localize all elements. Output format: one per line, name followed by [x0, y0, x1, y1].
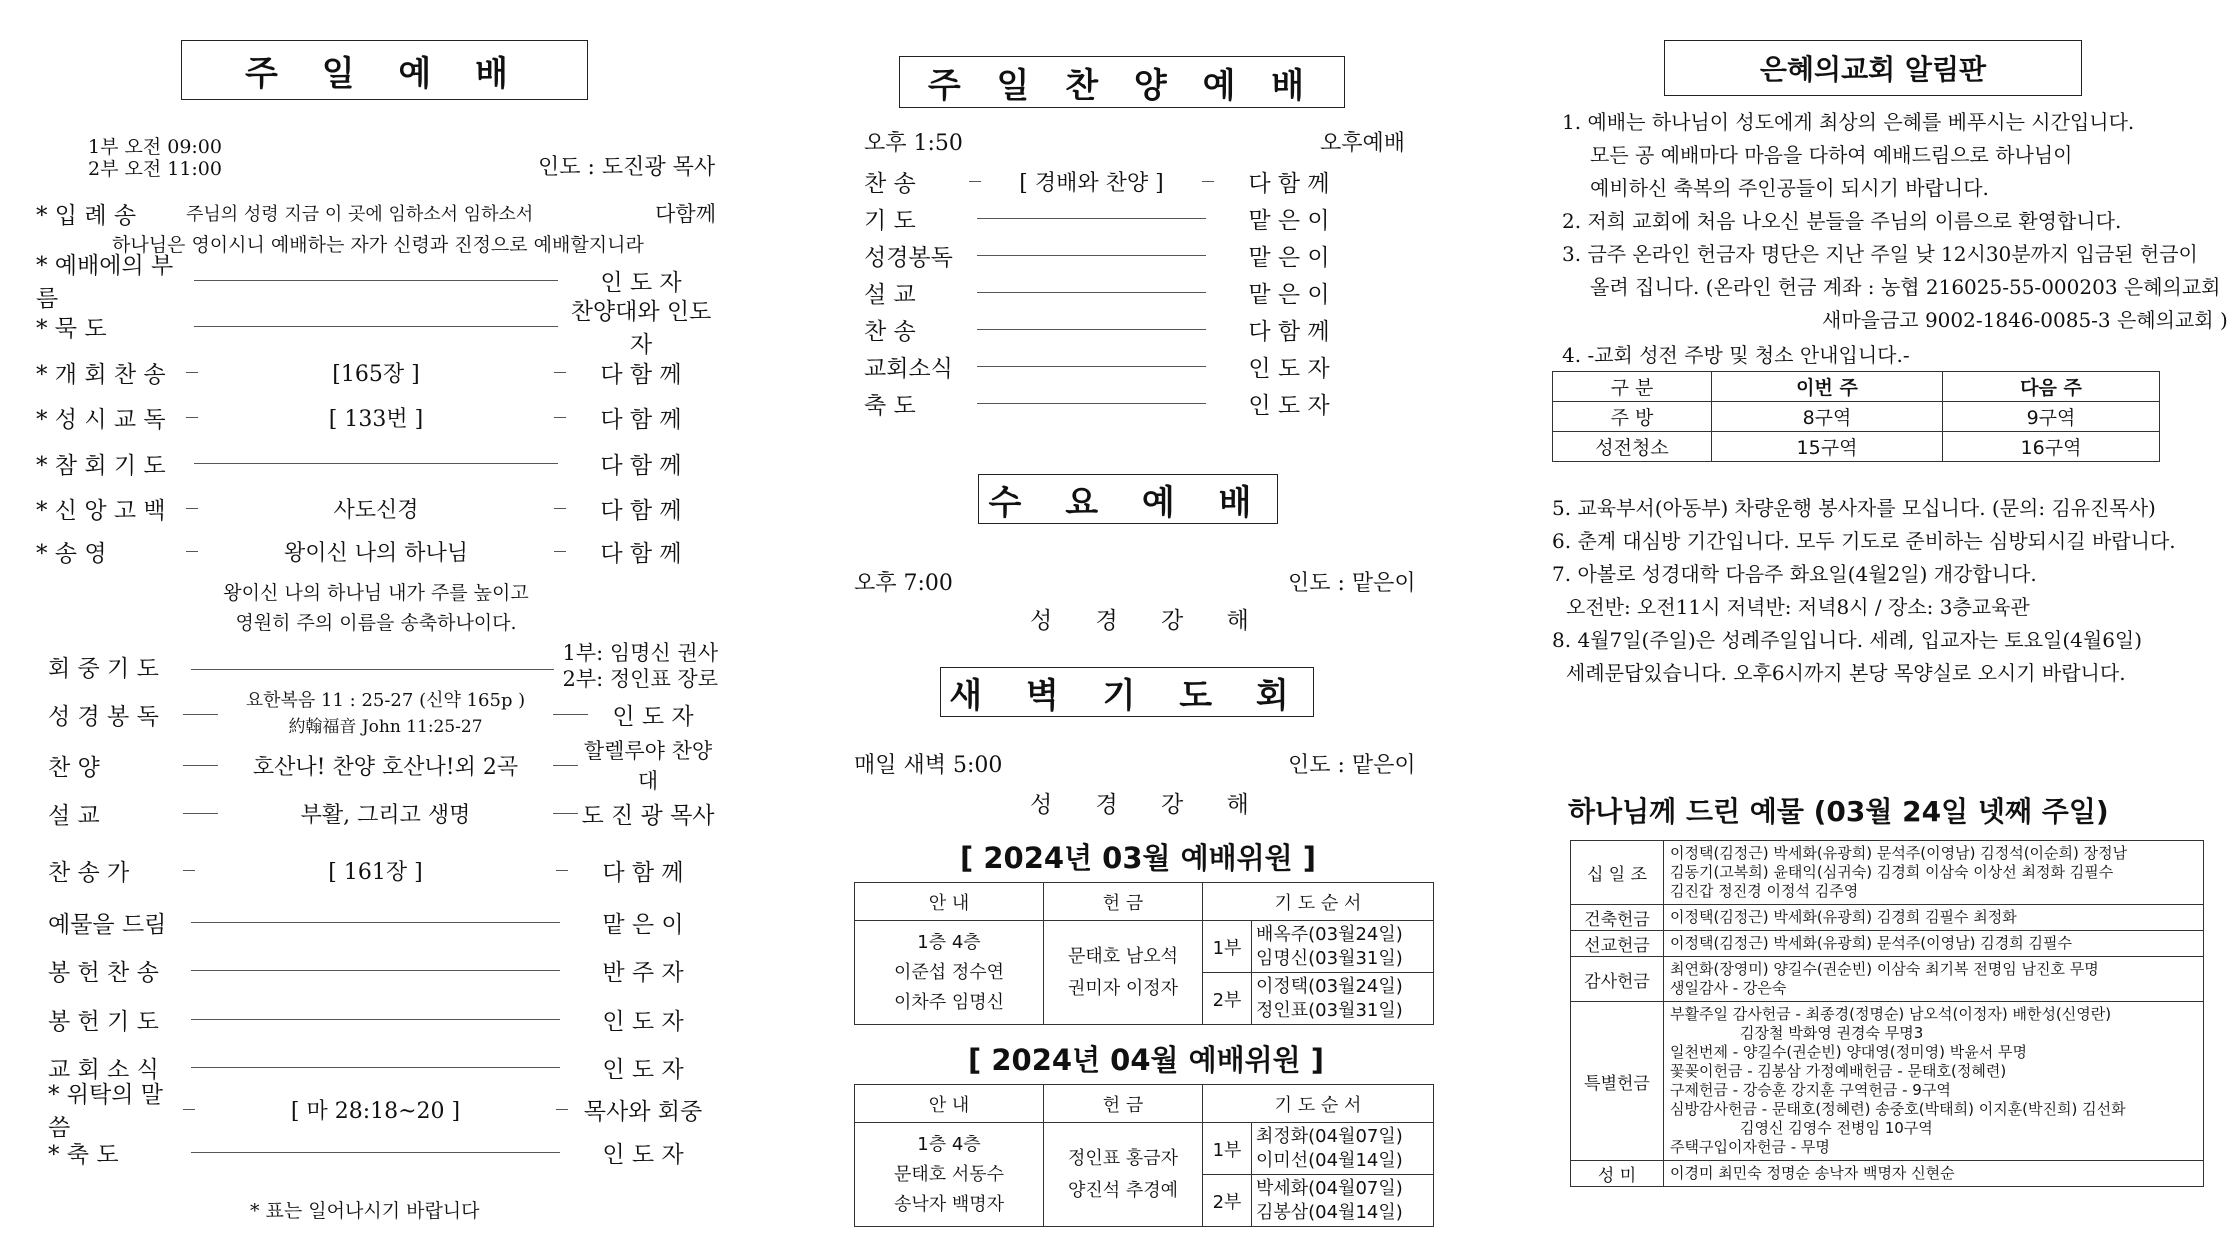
order-row-choir — [48, 739, 718, 793]
prayer-names-1 — [1252, 921, 1434, 973]
march-committee-table — [854, 882, 1434, 1025]
order-label: * 위탁의 말씀 — [48, 1082, 163, 1141]
april-committee-table — [854, 1084, 1434, 1227]
notice-item: 4. -교회 성전 주방 및 청소 안내입니다.- — [1562, 343, 1910, 367]
offering-donors — [1664, 841, 2204, 905]
order-row — [48, 903, 718, 941]
offering-donors — [1664, 931, 2204, 957]
prayer-part-2: 2부 — [1203, 1175, 1252, 1227]
order-label: 찬 송 — [864, 318, 916, 345]
order-label: 찬 송 — [864, 170, 916, 197]
clean-cell: 9구역 — [1943, 402, 2160, 432]
order-right: 다 함 께 — [600, 497, 682, 524]
guide-cell — [855, 921, 1044, 1025]
prayer-entry: 이정택(03월24일) — [1256, 975, 1403, 997]
offering-names: 양진석 추경예 — [1067, 1179, 1179, 1201]
notice-item: 새마을금고 9002-1846-0085-3 은혜의교회 ) — [1822, 308, 2228, 332]
clean-cell: 16구역 — [1943, 432, 2160, 462]
order-right: 다 함 께 — [1248, 170, 1330, 197]
dawn-prayer-title: 새 벽 기 도 회 — [940, 667, 1314, 717]
order-middle: 왕이신 나의 하나님 — [283, 540, 468, 566]
order-label: 예물을 드림 — [48, 911, 167, 938]
order-right: 인 도 자 — [602, 1141, 684, 1168]
order-label: 회 중 기 도 — [48, 655, 159, 682]
prayer-entry: 정인표(03월31일) — [1256, 999, 1403, 1021]
order-right: 다 함 께 — [600, 452, 682, 479]
doxology-line: 왕이신 나의 하나님 내가 주를 높이고 — [223, 582, 529, 604]
notice-item: 세례문답있습니다. 오후6시까지 본당 목양실로 오시기 바랍니다. — [1566, 661, 2126, 685]
order-row-sermon — [48, 794, 718, 832]
order-right: 다 함 께 — [600, 406, 682, 433]
order-row — [48, 851, 718, 889]
service-time-2: 2부 오전 11:00 — [88, 158, 222, 180]
prayer-part-1: 1부 — [1203, 921, 1252, 973]
order-right: 도 진 광 목사 — [581, 802, 715, 829]
reading-passage — [218, 688, 553, 740]
prayer-entry: 김봉삼(04월14일) — [1256, 1201, 1403, 1223]
notice-board-title: 은혜의교회 알림판 — [1664, 40, 2082, 96]
offering-donors — [1664, 957, 2204, 1002]
offering-donors — [1664, 1002, 2204, 1161]
donor-line: 최연화(장영미) 양길수(권순빈) 이삼숙 최기복 전명임 남진호 무명 — [1670, 960, 2099, 978]
order-right: 목사와 회중 — [583, 1098, 703, 1125]
prayer-entry: 배옥주(03월24일) — [1256, 923, 1403, 945]
donor-line: 김동기(고복희) 윤태익(심귀숙) 김경희 이삼숙 이상선 최정화 김필수 — [1670, 863, 2114, 881]
order-right: 인 도 자 — [1248, 355, 1330, 382]
donor-line: 부활주일 감사헌금 - 최종경(정명순) 남오석(이정자) 배한성(신영란) — [1670, 1005, 2112, 1023]
sunday-worship-title: 주 일 예 배 — [181, 40, 588, 100]
order-right: 맡 은 이 — [1248, 244, 1330, 271]
offering-category: 선교헌금 — [1571, 931, 1664, 957]
order-label: * 참 회 기 도 — [36, 452, 166, 479]
notice-item: 올려 집니다. (온라인 헌금 계좌 : 농협 216025-55-000203 은혜의교회 — [1590, 275, 2221, 299]
notice-item: 8. 4월7일(주일)은 성례주일입니다. 세례, 입교자는 토요일(4월6일) — [1552, 628, 2143, 652]
notice-item: 7. 아볼로 성경대학 다음주 화요일(4월2일) 개강합니다. — [1552, 562, 2037, 586]
order-row — [36, 353, 716, 391]
offering-category: 십 일 조 — [1571, 841, 1664, 905]
order-label: * 축 도 — [48, 1141, 119, 1168]
order-label: 기 도 — [864, 207, 916, 234]
order-row — [36, 444, 716, 482]
order-right: 반 주 자 — [602, 959, 684, 986]
order-label: 성 경 봉 독 — [48, 703, 159, 730]
offering-names: 정인표 홍금자 — [1067, 1147, 1179, 1169]
order-right: 인 도 자 — [1248, 392, 1330, 419]
order-label: * 송 영 — [36, 540, 107, 567]
order-row-reading — [48, 686, 718, 742]
order-row — [48, 951, 718, 989]
prayer-entry: 임명신(03월31일) — [1256, 947, 1403, 969]
notice-item: 2. 저희 교회에 처음 나오신 분들을 주님의 이름으로 환영합니다. — [1562, 209, 2122, 233]
offering-donors — [1664, 905, 2204, 931]
offering-category: 특별헌금 — [1571, 1002, 1664, 1161]
order-middle: [ 마 28:18~20 ] — [290, 1098, 461, 1124]
notice-list — [1562, 106, 2228, 372]
order-right: 다 함 께 — [600, 540, 682, 567]
order-label: 교 회 소 식 — [48, 1056, 159, 1083]
cleaning-table — [1552, 371, 2160, 462]
donor-line: 김영신 김영수 전병임 10구역 — [1740, 1119, 1933, 1137]
header-prayer: 기 도 순 서 — [1203, 1085, 1434, 1123]
wednesday-leader: 인도 : 맡은이 — [1288, 571, 1416, 596]
choir-songs: 호산나! 찬양 호산나!외 2곡 — [252, 754, 519, 780]
order-label: 축 도 — [864, 392, 916, 419]
order-middle: [ 161장 ] — [328, 859, 423, 885]
order-right: 다 함 께 — [602, 859, 684, 886]
donor-line: 김진갑 정진경 이정석 김주영 — [1670, 882, 1859, 900]
order-label: 성경봉독 — [864, 244, 953, 271]
donor-line: 이정택(김정근) 박세화(유광희) 문석주(이영남) 김정석(이순희) 장정남 — [1670, 844, 2128, 862]
prayer-names-2 — [1252, 1175, 1434, 1227]
donor-line: 꽃꽂이헌금 - 김봉삼 가정예배헌금 - 문태호(정혜련) — [1670, 1062, 2007, 1080]
offering-cell — [1044, 1123, 1203, 1227]
clean-cell: 주 방 — [1553, 402, 1712, 432]
clean-cell: 8구역 — [1712, 402, 1943, 432]
order-row-entrance — [36, 194, 716, 232]
order-row — [48, 1082, 718, 1141]
notice-item: 1. 예배는 하나님이 성도에게 최상의 은혜를 베푸시는 시간입니다. — [1562, 110, 2135, 134]
dawn-time: 매일 새벽 5:00 — [854, 753, 1003, 778]
praise-type: 오후예배 — [1320, 131, 1406, 156]
prayer-entry: 박세화(04월07일) — [1256, 1177, 1403, 1199]
praise-row — [864, 347, 1364, 385]
guide-names: 이차주 임명신 — [893, 991, 1005, 1013]
prayer-assignees — [562, 640, 718, 692]
order-right: 인 도 자 — [612, 703, 694, 730]
header-offering: 헌 금 — [1044, 883, 1203, 921]
donor-line: 이정택(김정근) 박세화(유광희) 김경희 김필수 최정화 — [1670, 908, 2017, 926]
order-right: 할렐루야 찬양대 — [583, 739, 713, 793]
order-row — [36, 489, 716, 527]
header-guide: 안 내 — [855, 883, 1044, 921]
order-middle: [ 133번 ] — [328, 406, 424, 432]
offering-cell — [1044, 921, 1203, 1025]
donor-line: 심방감사헌금 - 문태호(정혜련) 송중호(박태희) 이지훈(박진희) 김선화 — [1670, 1100, 2126, 1118]
doxology-line: 영원히 주의 이름을 송축하나이다. — [235, 612, 517, 634]
notice-item: 오전반: 오전11시 저녁반: 저녁8시 / 장소: 3층교육관 — [1566, 595, 2030, 619]
clean-header: 이번 주 — [1712, 372, 1943, 402]
order-label: * 예배에의 부름 — [36, 253, 174, 312]
clean-cell: 15구역 — [1712, 432, 1943, 462]
offering-category: 건축헌금 — [1571, 905, 1664, 931]
service-time-1: 1부 오전 09:00 — [88, 136, 222, 158]
notice-item: 6. 춘계 대심방 기간입니다. 모두 기도로 준비하는 심방되시길 바랍니다. — [1552, 529, 2176, 553]
order-middle: [165장 ] — [332, 361, 420, 387]
order-right: 맡 은 이 — [602, 911, 684, 938]
order-row — [48, 1000, 718, 1038]
order-right: 인 도 자 — [602, 1056, 684, 1083]
prayer-part-2: 2부 — [1203, 973, 1252, 1025]
guide-cell — [855, 1123, 1044, 1227]
order-row — [48, 1133, 718, 1171]
sunday-worship-column — [0, 0, 742, 1258]
praise-worship-title: 주 일 찬 양 예 배 — [899, 56, 1345, 108]
guide-names: 송낙자 백명자 — [893, 1193, 1005, 1215]
order-label: 봉 헌 기 도 — [48, 1008, 159, 1035]
praise-row — [864, 384, 1364, 422]
order-row — [36, 532, 716, 570]
guide-floors: 1층 4층 — [917, 1133, 981, 1155]
order-label: * 성 시 교 독 — [36, 406, 166, 433]
offering-category: 감사헌금 — [1571, 957, 1664, 1002]
notice-item: 모든 공 예배마다 마음을 다하여 예배드림으로 하나님이 — [1590, 143, 2073, 167]
donor-line: 구제헌금 - 강승훈 강지훈 구역헌금 - 9구역 — [1670, 1081, 1951, 1099]
guide-names: 이준섭 정수연 — [893, 961, 1005, 983]
order-right: 맡 은 이 — [1248, 281, 1330, 308]
reading-ref-chinese: 約翰福音 John 11:25-27 — [288, 717, 483, 737]
header-prayer: 기 도 순 서 — [1203, 883, 1434, 921]
dawn-content: 성 경 강 해 — [1030, 792, 1267, 818]
donor-line: 이경미 최민숙 정명순 송낙자 백명자 신현순 — [1670, 1164, 1955, 1182]
order-right: 찬양대와 인도자 — [570, 299, 712, 358]
notice-item: 5. 교육부서(아동부) 차량운행 봉사자를 모십니다. (문의: 김유진목사) — [1552, 496, 2156, 520]
wednesday-content: 성 경 강 해 — [1030, 608, 1267, 634]
april-committee-title: [ 2024년 04월 예배위원 ] — [968, 1043, 1325, 1077]
sunday-leader: 인도 : 도진광 목사 — [538, 155, 716, 180]
clean-header: 다음 주 — [1943, 372, 2160, 402]
order-label: * 입 례 송 — [36, 202, 137, 229]
offering-category: 성 미 — [1571, 1161, 1664, 1187]
donor-line: 일천번제 - 양길수(권순빈) 양대영(정미영) 박윤서 무명 — [1670, 1043, 2027, 1061]
order-label: 찬 양 — [48, 754, 100, 781]
guide-floors: 1층 4층 — [917, 931, 981, 953]
notice-list-2 — [1552, 492, 2176, 690]
praise-row — [864, 310, 1364, 348]
order-label: 찬 송 가 — [48, 859, 130, 886]
order-right: 다 함 께 — [1248, 318, 1330, 345]
order-middle: 주님의 성령 지금 이 곳에 임하소서 임하소서 — [186, 204, 534, 225]
header-offering: 헌 금 — [1044, 1085, 1203, 1123]
offering-donors — [1664, 1161, 2204, 1187]
donor-line: 김장철 박화영 권경숙 무명3 — [1740, 1024, 1924, 1042]
notice-item: 3. 금주 온라인 헌금자 명단은 지난 주일 낮 12시30분까지 입금된 헌금이 — [1562, 242, 2198, 266]
order-label: 설 교 — [48, 802, 100, 829]
praise-row — [864, 162, 1364, 200]
clean-cell: 성전청소 — [1553, 432, 1712, 462]
prayer-names-1 — [1252, 1123, 1434, 1175]
offering-names: 문태호 남오석 — [1067, 945, 1179, 967]
order-label: 교회소식 — [864, 355, 953, 382]
march-committee-title: [ 2024년 03월 예배위원 ] — [960, 841, 1317, 875]
order-label: 설 교 — [864, 281, 916, 308]
donor-line: 주택구입이자헌금 - 무명 — [1670, 1138, 1830, 1156]
donor-line: 생일감사 - 강은숙 — [1670, 979, 1787, 997]
wednesday-worship-title: 수 요 예 배 — [978, 474, 1278, 524]
offerings-table — [1570, 840, 2204, 1187]
order-right: 맡 은 이 — [1248, 207, 1330, 234]
offerings-title: 하나님께 드린 예물 (03월 24일 넷째 주일) — [1568, 795, 2109, 828]
praise-row — [864, 273, 1364, 311]
standing-footnote: * 표는 일어나시기 바랍니다 — [250, 1200, 480, 1222]
doxology-lyrics — [36, 578, 716, 638]
services-column — [742, 0, 1482, 1258]
notice-column — [1482, 0, 2232, 1258]
order-row — [36, 398, 716, 436]
donor-line: 이정택(김정근) 박세화(유광희) 문석주(이영남) 김경희 김필수 — [1670, 934, 2072, 952]
order-label: 봉 헌 찬 송 — [48, 959, 159, 986]
prayer-entry: 최정화(04월07일) — [1256, 1125, 1403, 1147]
praise-time: 오후 1:50 — [864, 131, 963, 156]
order-right: 다함께 — [655, 202, 716, 226]
notice-item: 예비하신 축복의 주인공들이 되시기 바랍니다. — [1590, 176, 1989, 200]
guide-names: 문태호 서동수 — [893, 1163, 1005, 1185]
order-row — [36, 299, 716, 358]
order-label: * 개 회 찬 송 — [36, 361, 166, 388]
prayer-part-1: 1부 — [1203, 1123, 1252, 1175]
praise-row — [864, 236, 1364, 274]
header-guide: 안 내 — [855, 1085, 1044, 1123]
sermon-title: 부활, 그리고 생명 — [300, 802, 471, 828]
dawn-leader: 인도 : 맡은이 — [1288, 753, 1416, 778]
order-middle: [ 경배와 찬양 ] — [1019, 170, 1164, 196]
prayer-assignee-2: 2부: 정인표 장로 — [562, 667, 718, 691]
prayer-assignee-1: 1부: 임명신 권사 — [562, 641, 718, 665]
entrance-verse: 하나님은 영이시니 예배하는 자가 신령과 진정으로 예배할지니라 — [112, 234, 644, 256]
wednesday-time: 오후 7:00 — [854, 571, 953, 596]
order-right: 다 함 께 — [600, 361, 682, 388]
order-right: 인 도 자 — [602, 1008, 684, 1035]
order-label: * 신 앙 고 백 — [36, 497, 166, 524]
prayer-names-2 — [1252, 973, 1434, 1025]
order-right: 인 도 자 — [600, 269, 682, 296]
praise-row — [864, 199, 1364, 237]
order-middle: 사도신경 — [333, 497, 419, 523]
offering-names: 권미자 이정자 — [1067, 977, 1179, 999]
prayer-entry: 이미선(04월14일) — [1256, 1149, 1403, 1171]
clean-header: 구 분 — [1553, 372, 1712, 402]
reading-ref-korean: 요한복음 11 : 25-27 (신약 165p ) — [245, 690, 526, 711]
order-label: * 묵 도 — [36, 315, 107, 342]
